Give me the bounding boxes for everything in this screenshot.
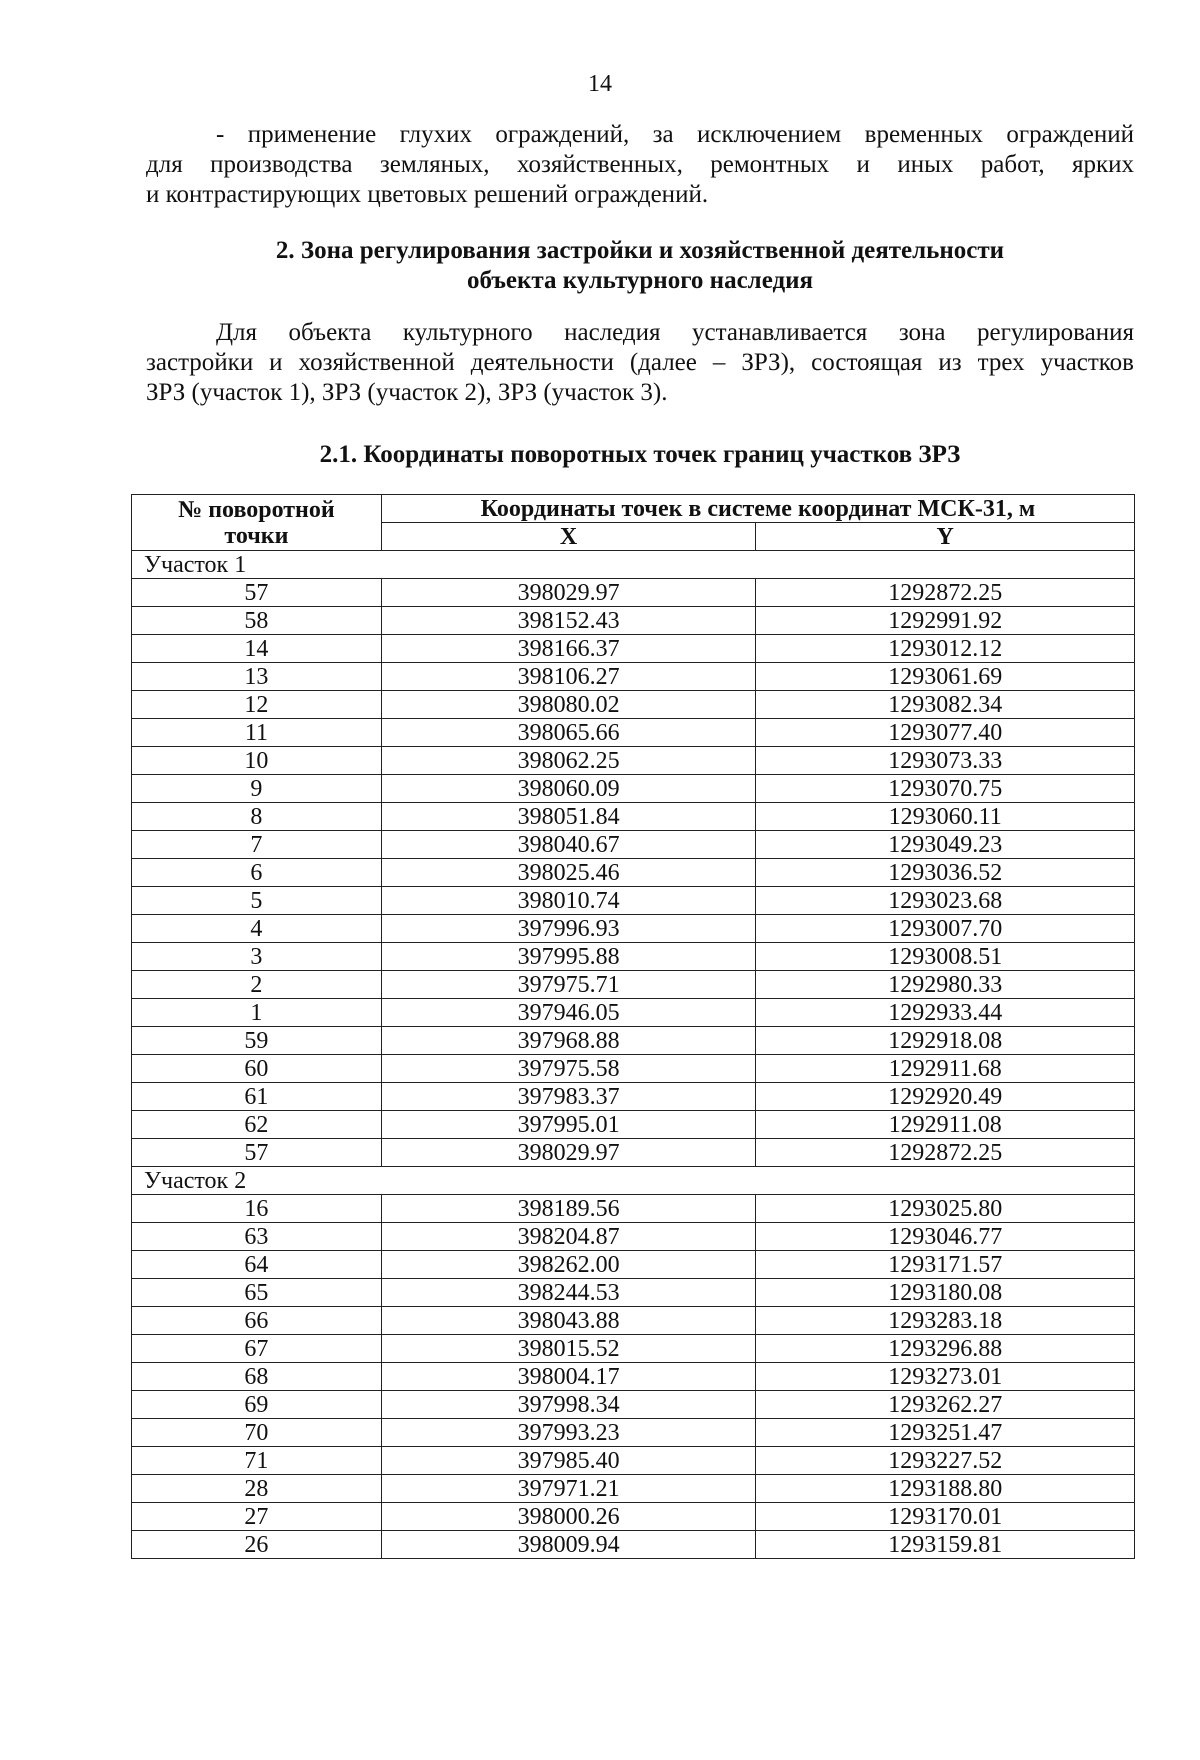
y-coordinate-cell: 1293012.12 — [756, 635, 1135, 663]
header-y: Y — [756, 523, 1135, 551]
x-coordinate-cell: 398060.09 — [381, 775, 756, 803]
x-coordinate-cell: 398015.52 — [381, 1335, 756, 1363]
x-coordinate-cell: 398010.74 — [381, 887, 756, 915]
point-number-cell: 66 — [132, 1307, 382, 1335]
x-coordinate-cell: 397971.21 — [381, 1475, 756, 1503]
table-row — [132, 999, 1135, 1027]
paragraph-line: застройки и хозяйственной деятельности (далее – ЗРЗ), состоящая из трех участков — [146, 349, 1134, 376]
point-number-cell: 71 — [132, 1447, 382, 1475]
y-coordinate-cell: 1293262.27 — [756, 1391, 1135, 1419]
point-number-cell: 68 — [132, 1363, 382, 1391]
x-coordinate-cell: 397993.23 — [381, 1419, 756, 1447]
y-coordinate-cell: 1292872.25 — [756, 579, 1135, 607]
table-row — [132, 691, 1135, 719]
table-row — [132, 803, 1135, 831]
x-coordinate-cell: 397996.93 — [381, 915, 756, 943]
point-number-cell: 61 — [132, 1083, 382, 1111]
table-row — [132, 943, 1135, 971]
header-x: X — [381, 523, 756, 551]
section-2-heading-line: 2. Зона регулирования застройки и хозяйственной деятельности — [275, 237, 1005, 264]
table-row — [132, 1111, 1135, 1139]
y-coordinate-cell: 1293171.57 — [756, 1251, 1135, 1279]
y-coordinate-cell: 1293060.11 — [756, 803, 1135, 831]
y-coordinate-cell: 1292918.08 — [756, 1027, 1135, 1055]
table-row — [132, 971, 1135, 999]
table-row — [132, 887, 1135, 915]
x-coordinate-cell: 398204.87 — [381, 1223, 756, 1251]
point-number-cell: 6 — [132, 859, 382, 887]
y-coordinate-cell: 1292911.08 — [756, 1111, 1135, 1139]
table-section-row — [132, 551, 1135, 579]
x-coordinate-cell: 397968.88 — [381, 1027, 756, 1055]
table-row — [132, 1363, 1135, 1391]
x-coordinate-cell: 398189.56 — [381, 1195, 756, 1223]
table-row — [132, 1391, 1135, 1419]
intro-line: для производства земляных, хозяйственных, ремонтных и иных работ, ярких — [146, 151, 1134, 178]
x-coordinate-cell: 398051.84 — [381, 803, 756, 831]
table-row — [132, 915, 1135, 943]
table-body — [132, 551, 1135, 1559]
point-number-cell: 3 — [132, 943, 382, 971]
y-coordinate-cell: 1293046.77 — [756, 1223, 1135, 1251]
point-number-cell: 58 — [132, 607, 382, 635]
y-coordinate-cell: 1293170.01 — [756, 1503, 1135, 1531]
point-number-cell: 59 — [132, 1027, 382, 1055]
x-coordinate-cell: 398244.53 — [381, 1279, 756, 1307]
table-row — [132, 1083, 1135, 1111]
table-row — [132, 635, 1135, 663]
y-coordinate-cell: 1293082.34 — [756, 691, 1135, 719]
point-number-cell: 13 — [132, 663, 382, 691]
point-number-cell: 11 — [132, 719, 382, 747]
coordinates-table — [131, 494, 1135, 1559]
x-coordinate-cell: 397946.05 — [381, 999, 756, 1027]
x-coordinate-cell: 397998.34 — [381, 1391, 756, 1419]
point-number-cell: 12 — [132, 691, 382, 719]
point-number-cell: 5 — [132, 887, 382, 915]
point-number-cell: 57 — [132, 1139, 382, 1167]
table-row — [132, 1447, 1135, 1475]
point-number-cell: 16 — [132, 1195, 382, 1223]
y-coordinate-cell: 1293077.40 — [756, 719, 1135, 747]
table-row — [132, 1531, 1135, 1559]
page-number: 14 — [588, 71, 612, 97]
table-row — [132, 1223, 1135, 1251]
x-coordinate-cell: 398000.26 — [381, 1503, 756, 1531]
point-number-cell: 63 — [132, 1223, 382, 1251]
section-2-heading — [146, 236, 1134, 296]
x-coordinate-cell: 398080.02 — [381, 691, 756, 719]
table-row — [132, 1419, 1135, 1447]
y-coordinate-cell: 1293296.88 — [756, 1335, 1135, 1363]
y-coordinate-cell: 1293025.80 — [756, 1195, 1135, 1223]
x-coordinate-cell: 398152.43 — [381, 607, 756, 635]
y-coordinate-cell: 1293049.23 — [756, 831, 1135, 859]
point-number-cell: 7 — [132, 831, 382, 859]
point-number-cell: 60 — [132, 1055, 382, 1083]
y-coordinate-cell: 1293251.47 — [756, 1419, 1135, 1447]
table-row — [132, 607, 1135, 635]
table-row — [132, 1195, 1135, 1223]
table-row — [132, 1503, 1135, 1531]
point-number-cell: 64 — [132, 1251, 382, 1279]
point-number-cell: 67 — [132, 1335, 382, 1363]
intro-line: и контрастирующих цветовых решений ограждений. — [146, 181, 709, 208]
y-coordinate-cell: 1292920.49 — [756, 1083, 1135, 1111]
table-row — [132, 1027, 1135, 1055]
x-coordinate-cell: 398029.97 — [381, 579, 756, 607]
y-coordinate-cell: 1292933.44 — [756, 999, 1135, 1027]
point-number-cell: 26 — [132, 1531, 382, 1559]
x-coordinate-cell: 398040.67 — [381, 831, 756, 859]
x-coordinate-cell: 398106.27 — [381, 663, 756, 691]
y-coordinate-cell: 1292872.25 — [756, 1139, 1135, 1167]
y-coordinate-cell: 1292980.33 — [756, 971, 1135, 999]
y-coordinate-cell: 1293007.70 — [756, 915, 1135, 943]
table-row — [132, 1279, 1135, 1307]
table-row — [132, 859, 1135, 887]
table-row — [132, 1475, 1135, 1503]
point-number-cell: 65 — [132, 1279, 382, 1307]
y-coordinate-cell: 1293070.75 — [756, 775, 1135, 803]
point-number-cell: 4 — [132, 915, 382, 943]
x-coordinate-cell: 397995.01 — [381, 1111, 756, 1139]
intro-paragraph — [146, 120, 1134, 210]
y-coordinate-cell: 1293061.69 — [756, 663, 1135, 691]
y-coordinate-cell: 1293008.51 — [756, 943, 1135, 971]
section-2-paragraph — [146, 318, 1134, 408]
x-coordinate-cell: 397985.40 — [381, 1447, 756, 1475]
table-row — [132, 831, 1135, 859]
table-row — [132, 747, 1135, 775]
table-row — [132, 1335, 1135, 1363]
x-coordinate-cell: 397975.58 — [381, 1055, 756, 1083]
y-coordinate-cell: 1292991.92 — [756, 607, 1135, 635]
intro-line: - применение глухих ограждений, за исключением временных ограждений — [216, 121, 1134, 148]
point-number-cell: 70 — [132, 1419, 382, 1447]
table-row — [132, 1055, 1135, 1083]
x-coordinate-cell: 397983.37 — [381, 1083, 756, 1111]
section-2-heading-line: объекта культурного наследия — [466, 267, 814, 294]
table-row — [132, 663, 1135, 691]
header-point-line: № поворотной — [178, 496, 335, 523]
table-row — [132, 719, 1135, 747]
paragraph-line: ЗРЗ (участок 1), ЗРЗ (участок 2), ЗРЗ (участок 3). — [146, 379, 668, 406]
point-number-cell: 62 — [132, 1111, 382, 1139]
x-coordinate-cell: 397995.88 — [381, 943, 756, 971]
y-coordinate-cell: 1293227.52 — [756, 1447, 1135, 1475]
x-coordinate-cell: 398025.46 — [381, 859, 756, 887]
y-coordinate-cell: 1293073.33 — [756, 747, 1135, 775]
y-coordinate-cell: 1292911.68 — [756, 1055, 1135, 1083]
table-row — [132, 775, 1135, 803]
table-section-row — [132, 1167, 1135, 1195]
point-number-cell: 1 — [132, 999, 382, 1027]
table-row — [132, 1307, 1135, 1335]
point-number-cell: 9 — [132, 775, 382, 803]
subsection-2-1-heading: 2.1. Координаты поворотных точек границ участков ЗРЗ — [319, 441, 961, 468]
point-number-cell: 8 — [132, 803, 382, 831]
point-number-cell: 69 — [132, 1391, 382, 1419]
paragraph-line: Для объекта культурного наследия устанавливается зона регулирования — [216, 319, 1134, 346]
header-point-number — [132, 495, 382, 551]
point-number-cell: 57 — [132, 579, 382, 607]
y-coordinate-cell: 1293283.18 — [756, 1307, 1135, 1335]
table-row — [132, 1139, 1135, 1167]
y-coordinate-cell: 1293036.52 — [756, 859, 1135, 887]
section-label: Участок 1 — [132, 551, 1135, 579]
x-coordinate-cell: 398166.37 — [381, 635, 756, 663]
table-header-row — [132, 495, 1135, 523]
point-number-cell: 28 — [132, 1475, 382, 1503]
x-coordinate-cell: 398043.88 — [381, 1307, 756, 1335]
x-coordinate-cell: 397975.71 — [381, 971, 756, 999]
x-coordinate-cell: 398029.97 — [381, 1139, 756, 1167]
point-number-cell: 2 — [132, 971, 382, 999]
point-number-cell: 27 — [132, 1503, 382, 1531]
x-coordinate-cell: 398062.25 — [381, 747, 756, 775]
header-point-line: точки — [224, 522, 289, 549]
table-row — [132, 1251, 1135, 1279]
x-coordinate-cell: 398262.00 — [381, 1251, 756, 1279]
y-coordinate-cell: 1293023.68 — [756, 887, 1135, 915]
point-number-cell: 14 — [132, 635, 382, 663]
table-row — [132, 579, 1135, 607]
y-coordinate-cell: 1293180.08 — [756, 1279, 1135, 1307]
header-coordinates: Координаты точек в системе координат МСК-31, м — [381, 495, 1134, 523]
point-number-cell: 10 — [132, 747, 382, 775]
x-coordinate-cell: 398065.66 — [381, 719, 756, 747]
y-coordinate-cell: 1293159.81 — [756, 1531, 1135, 1559]
x-coordinate-cell: 398004.17 — [381, 1363, 756, 1391]
y-coordinate-cell: 1293273.01 — [756, 1363, 1135, 1391]
section-label: Участок 2 — [132, 1167, 1135, 1195]
x-coordinate-cell: 398009.94 — [381, 1531, 756, 1559]
y-coordinate-cell: 1293188.80 — [756, 1475, 1135, 1503]
